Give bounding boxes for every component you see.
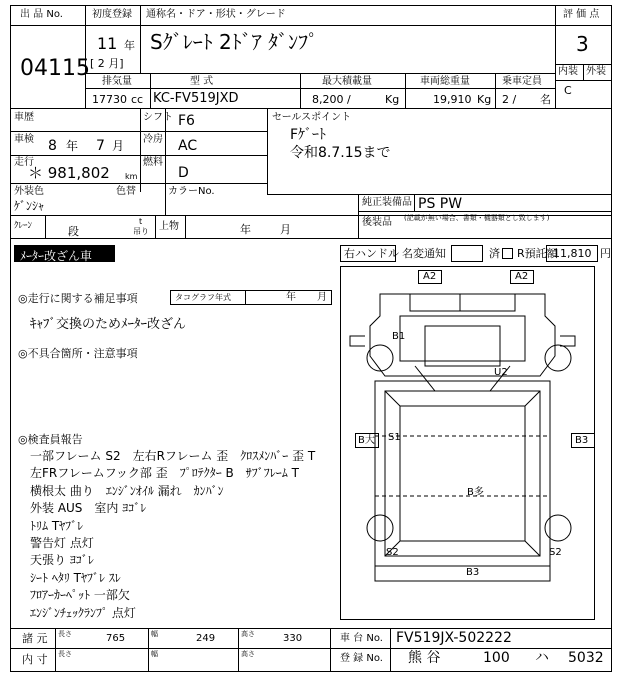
inspection-label: 車検 [14,134,34,145]
recycle-done-label: 済 [489,247,500,260]
inspector-report-line: 警告灯 点灯 [30,536,94,550]
damage-mark-b-many: B多 [467,487,484,498]
divider [85,88,555,89]
evaluation-score: 3 [576,32,589,56]
inspector-report-line: 左FRフレームフック部 歪 ﾌﾟﾛﾃｸﾀｰ B ｻﾌﾞﾌﾚｰﾑ T [30,466,299,481]
sales-point-1: Fｹﾞｰﾄ [290,127,327,143]
name-change-box [451,245,483,262]
color-number-label: カラーNo. [168,186,215,197]
aftermarket-label: 後装品 [362,217,392,228]
divider [583,64,584,80]
tachograph-year-unit: 年 [286,292,296,303]
divider [245,290,246,305]
max-load-unit: Kg [385,93,400,106]
interior-grade: C [564,84,572,97]
inspector-report-line: ｴﾝｼﾞﾝﾁｪｯｸﾗﾝﾌﾟ 点灯 [30,605,136,620]
gross-weight-value: 19,910 [433,93,472,106]
displacement-label: 排気量 [102,76,132,87]
width-label: 幅 [151,630,158,638]
damage-mark-b1: B1 [392,331,406,342]
inspector-report-line: 横根太 曲り ｴﾝｼﾞﾝｵｲﾙ 漏れ ｶﾝﾊﾞﾝ [30,483,224,498]
damage-mark-a2-left-label: A2 [423,271,437,282]
inner-height-label: 高さ [241,650,255,658]
tachograph-label: タコグラフ年式 [175,293,231,302]
inspection-year: 8 [48,138,57,154]
first-registration-year: 11 [97,34,118,53]
divider [267,194,612,195]
registration-kana: ハ [535,650,549,666]
recycle-unit: 円 [600,247,611,260]
inspector-report-line: ｼｰﾄ ﾍﾀﾘ Tﾔﾌﾞﾚ ｽﾚ [30,570,121,585]
divider [555,5,556,108]
capacity-label: 乗車定員 [502,76,542,87]
steering-value: 右ハンドル [344,247,399,260]
divider [10,183,267,184]
ac-value: AC [178,138,198,154]
inspector-title: ◎検査員報告 [18,433,83,446]
damage-mark-a2-right-label: A2 [515,271,529,282]
capacity-unit: 名 [540,93,551,106]
driving-note: ｷｬﾌﾞ交換のためﾒｰﾀｰ改ざん [30,317,187,332]
divider [390,628,391,672]
model-value: KC-FV519JXD [153,91,239,106]
shift-label: シフト [143,112,173,123]
divider [495,73,496,108]
first-registration-month: [ 2 月] [90,57,124,70]
divider [267,108,268,194]
car-name-label: 通称名・ドア・形状・グレード [146,9,286,20]
mileage-label: 走行 [14,157,34,168]
first-registration-label: 初度登録 [92,9,132,20]
sales-point-label: セールスポイント [272,112,352,123]
width-value: 249 [196,633,216,644]
max-load-label: 最大積載量 [322,76,372,87]
gross-weight-label: 車両総重量 [420,76,470,87]
divider [300,73,301,108]
shift-value: F6 [178,113,195,129]
specs-label: 諸 元 [22,632,48,645]
divider [85,25,555,26]
history-label: 車歴 [14,112,34,123]
inspector-report-line: 天張り ﾖｺﾞﾚ [30,553,94,568]
chassis-number: FV519JX-502222 [396,630,512,646]
length-value: 765 [106,633,126,644]
divider [358,211,612,212]
model-label: 型 式 [190,76,214,87]
fuel-value: D [178,165,189,181]
divider [55,628,56,672]
divider [10,628,612,629]
car-name: Sｸﾞﾚｰﾄ 2ﾄﾞｱ ﾀﾞﾝﾌﾟ [150,30,319,54]
exterior-color-value: ｹﾞﾝｼｬ [14,199,45,213]
aftermarket-note: (記載が無い場合、書類・機器類とし致します) [404,214,550,222]
divider [358,194,359,238]
divider [155,215,156,238]
upper-year-unit: 年 [240,223,251,236]
exterior-color-label: 外装色 [14,186,44,197]
interior-label: 内装 [558,66,578,77]
registration-label: 登 録 No. [340,653,383,664]
inspection-month-unit: 月 [112,139,125,153]
genuine-equipment-value: PS PW [418,196,463,212]
inner-width-label: 幅 [151,650,158,658]
divider [45,215,46,238]
inner-dimensions-label: 内 寸 [22,653,48,666]
inspector-report-line: 外装 AUS 室内 ﾖｺﾞﾚ [30,501,147,516]
damage-mark-b3-bottom: B3 [466,567,480,578]
divider [10,131,267,132]
displacement-unit: cc [131,93,144,106]
sales-point-2: 令和8.7.15まで [290,145,391,161]
divider [414,194,415,211]
inner-length-label: 長さ [58,650,72,658]
fuel-label: 燃料 [143,157,163,168]
upper-month-unit: 月 [280,223,291,236]
divider [85,73,555,74]
crane-ton: t [139,217,143,226]
ac-label: 冷房 [143,134,163,145]
divider [148,628,149,672]
divider [10,155,267,156]
exterior-label: 外装 [586,66,606,77]
color-change-label: 色替 [116,186,136,197]
divider [165,108,166,215]
damage-mark-s2-right: S2 [549,547,562,558]
mileage-value: ＊ 981,802 [28,164,110,182]
divider [330,628,331,672]
divider [238,628,239,672]
damage-mark-b3-right: B3 [575,435,589,446]
meter-tampered-banner: ﾒｰﾀｰ改ざん車 [14,245,115,262]
lot-number: 04115 [20,56,90,81]
height-label: 高さ [241,630,255,638]
crane-hanging: 吊り [133,227,149,236]
crane-label: ｸﾚｰﾝ [14,221,33,231]
max-load-value: 8,200 / [312,93,351,106]
inspector-report-line: 一部フレーム S2 左右Rフレーム 歪 ｸﾛｽﾒﾝﾊﾞｰ 歪 T [30,449,316,463]
divider [10,108,612,109]
divider [150,73,151,108]
recycle-amount: 11,810 [553,247,592,260]
registration-class: 100 [483,650,510,666]
divider [185,215,186,238]
evaluation-label: 評 価 点 [563,9,600,20]
crane-step: 段 [68,225,79,238]
divider [10,238,612,239]
year-unit: 年 [124,39,135,52]
registration-area: 熊 谷 [408,650,441,666]
divider [140,108,141,192]
lot-label: 出 品 No. [20,9,63,20]
inspection-year-unit: 年 [66,139,79,153]
divider [10,25,85,26]
divider [140,5,141,73]
divider [555,25,612,26]
mileage-unit: km [125,172,138,181]
damage-mark-b-large: B大 [358,435,375,446]
displacement-value: 17730 [92,93,127,106]
length-label: 長さ [58,630,72,638]
recycle-deposit-label: R預託額 [517,247,558,260]
damage-mark-s2-left: S2 [386,547,399,558]
defects-title: ◎不具合箇所・注意事項 [18,347,138,360]
divider [405,73,406,108]
registration-number: 5032 [568,650,604,666]
recycle-check-box [502,248,513,259]
tachograph-month-unit: 月 [317,292,327,303]
genuine-equipment-label: 純正装備品 [362,197,412,208]
driving-notes-title: ◎走行に関する補足事項 [18,292,138,305]
height-value: 330 [283,633,303,644]
inspector-report-line: ﾄﾘﾑ Tﾔﾌﾞﾚ [30,518,84,533]
damage-mark-s1: S1 [388,432,401,443]
damage-mark-u2: U2 [494,367,508,378]
inspector-report-line: ﾌﾛｱｰｶｰﾍﾟｯﾄ 一部欠 [30,588,130,603]
inspection-month: 7 [96,138,105,154]
gross-weight-unit: Kg [477,93,492,106]
name-change-label: 名変通知 [402,247,446,260]
divider [10,648,612,649]
chassis-label: 車 台 No. [340,633,383,644]
divider [555,80,612,81]
capacity-value: 2 / [502,93,517,106]
upper-equipment-label: 上物 [159,221,179,232]
